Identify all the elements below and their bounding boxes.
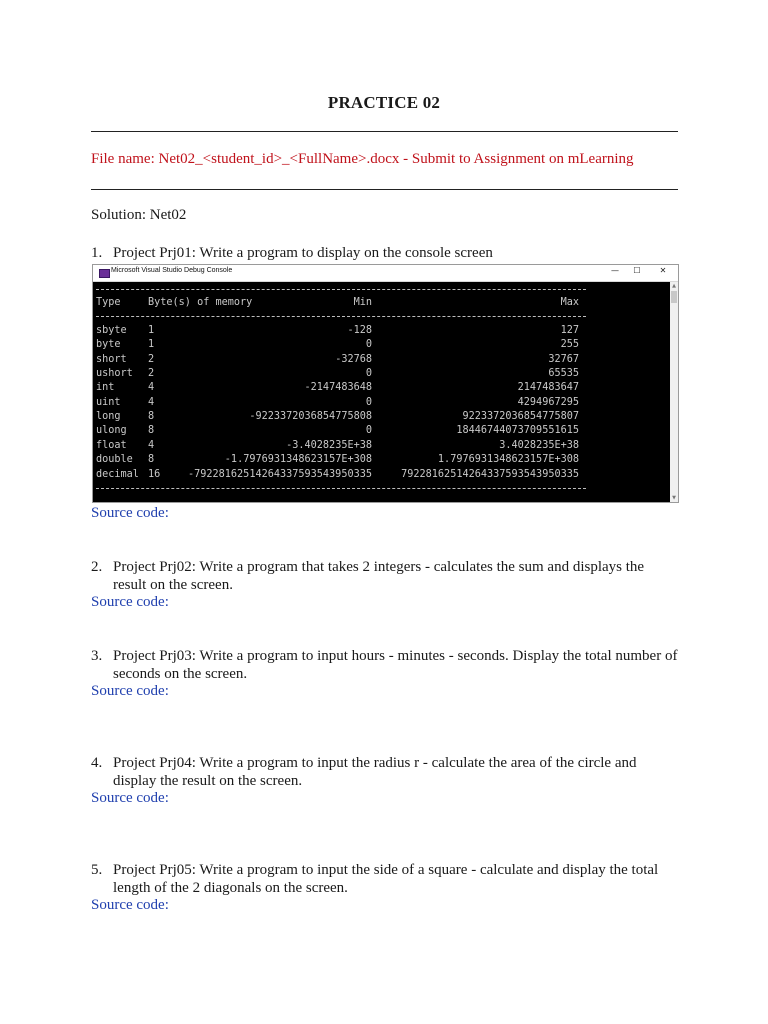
task-2	[91, 558, 681, 594]
header-bytes: Byte(s) of memory	[148, 297, 253, 308]
cell-type: decimal	[96, 468, 139, 480]
console-titlebar	[93, 265, 678, 282]
cell-type: long	[96, 411, 121, 423]
console-window	[92, 264, 679, 503]
divider-bottom	[91, 189, 678, 190]
task-text: Project Prj03: Write a program to input hours - minutes - seconds. Display the total number of seconds on the screen.	[113, 648, 678, 682]
cell-min: -3.4028235E+38	[286, 439, 372, 451]
cell-bytes: 2	[148, 353, 155, 365]
cell-min: -2147483648	[304, 382, 372, 394]
maximize-icon[interactable]: ☐	[633, 266, 641, 275]
console-separator	[96, 289, 586, 290]
task-number: 5.	[91, 862, 103, 878]
task-text: Project Prj05: Write a program to input the side of a square - calculate and display the total length of the 2 diagonals on the screen.	[113, 862, 659, 896]
source-code-label: Source code:	[91, 505, 169, 521]
header-type: Type	[96, 297, 121, 308]
cell-bytes: 8	[148, 411, 155, 423]
cell-min: 0	[365, 396, 372, 408]
task-number: 3.	[91, 648, 103, 664]
close-icon[interactable]: ✕	[659, 266, 667, 275]
console-separator	[96, 316, 586, 317]
cell-bytes: 16	[148, 468, 161, 480]
cell-bytes: 1	[148, 339, 155, 351]
cell-min: 0	[365, 339, 372, 351]
source-code-label: Source code:	[91, 594, 169, 610]
scroll-down-icon[interactable]: ▼	[672, 495, 676, 501]
task-number: 1.	[91, 245, 103, 261]
source-code-label: Source code:	[91, 790, 169, 806]
cell-type: double	[96, 454, 133, 466]
cell-max: 2147483647	[517, 382, 579, 394]
scroll-up-icon[interactable]: ▲	[672, 283, 676, 289]
cell-max: 4294967295	[517, 396, 579, 408]
file-name-instruction: File name: Net02_<student_id>_<FullName>.docx - Submit to Assignment on mLearning	[91, 151, 634, 167]
task-number: 2.	[91, 559, 103, 575]
cell-min: -79228162514264337593543950335	[187, 468, 372, 480]
cell-type: byte	[96, 339, 121, 351]
task-3	[91, 647, 681, 683]
cell-type: sbyte	[96, 325, 127, 336]
divider-top	[91, 131, 678, 132]
cell-bytes: 4	[148, 439, 155, 451]
scrollbar-thumb[interactable]	[671, 291, 677, 303]
cell-min: -32768	[335, 353, 372, 365]
console-scrollbar[interactable]	[670, 282, 678, 502]
solution-name: Solution: Net02	[91, 207, 187, 223]
cell-min: -1.7976931348623157E+308	[224, 454, 372, 466]
cell-max: 3.4028235E+38	[499, 439, 579, 451]
console-output	[93, 282, 669, 502]
cell-min: -128	[347, 325, 372, 336]
cell-max: 9223372036854775807	[462, 411, 579, 423]
header-min: Min	[353, 297, 372, 308]
task-1	[91, 244, 681, 262]
cell-max: 79228162514264337593543950335	[401, 468, 579, 480]
cell-max: 255	[560, 339, 579, 351]
console-separator	[96, 488, 586, 489]
cell-type: short	[96, 353, 127, 365]
page-title: PRACTICE 02	[327, 93, 441, 112]
header-max: Max	[560, 297, 579, 308]
cell-max: 32767	[548, 353, 579, 365]
cell-min: -9223372036854775808	[249, 411, 372, 423]
cell-bytes: 4	[148, 382, 155, 394]
task-number: 4.	[91, 755, 103, 771]
cell-max: 127	[560, 325, 579, 336]
cell-max: 1.7976931348623157E+308	[437, 454, 579, 466]
console-window-title: Microsoft Visual Studio Debug Console	[111, 267, 233, 274]
cell-type: uint	[96, 396, 121, 408]
task-text: Project Prj01: Write a program to display on the console screen	[113, 245, 493, 261]
cell-type: ulong	[96, 425, 127, 437]
cell-bytes: 1	[148, 325, 155, 336]
cell-max: 65535	[548, 368, 579, 379]
source-code-label: Source code:	[91, 683, 169, 699]
cell-min: 0	[365, 368, 372, 379]
cell-type: ushort	[96, 368, 133, 379]
cell-min: 0	[365, 425, 372, 437]
task-5	[91, 861, 681, 897]
cell-type: int	[96, 382, 115, 394]
visual-studio-icon	[99, 269, 110, 278]
cell-max: 18446744073709551615	[456, 425, 579, 437]
cell-bytes: 2	[148, 368, 155, 379]
cell-bytes: 8	[148, 425, 155, 437]
source-code-label: Source code:	[91, 897, 169, 913]
cell-bytes: 4	[148, 396, 155, 408]
cell-bytes: 8	[148, 454, 155, 466]
minimize-icon[interactable]: —	[611, 266, 619, 275]
task-text: Project Prj04: Write a program to input the radius r - calculate the area of the circle and display the result on the screen.	[113, 755, 637, 789]
task-text: Project Prj02: Write a program that takes 2 integers - calculates the sum and displays the result on the screen.	[113, 559, 645, 593]
task-4	[91, 754, 681, 790]
cell-type: float	[96, 439, 127, 451]
